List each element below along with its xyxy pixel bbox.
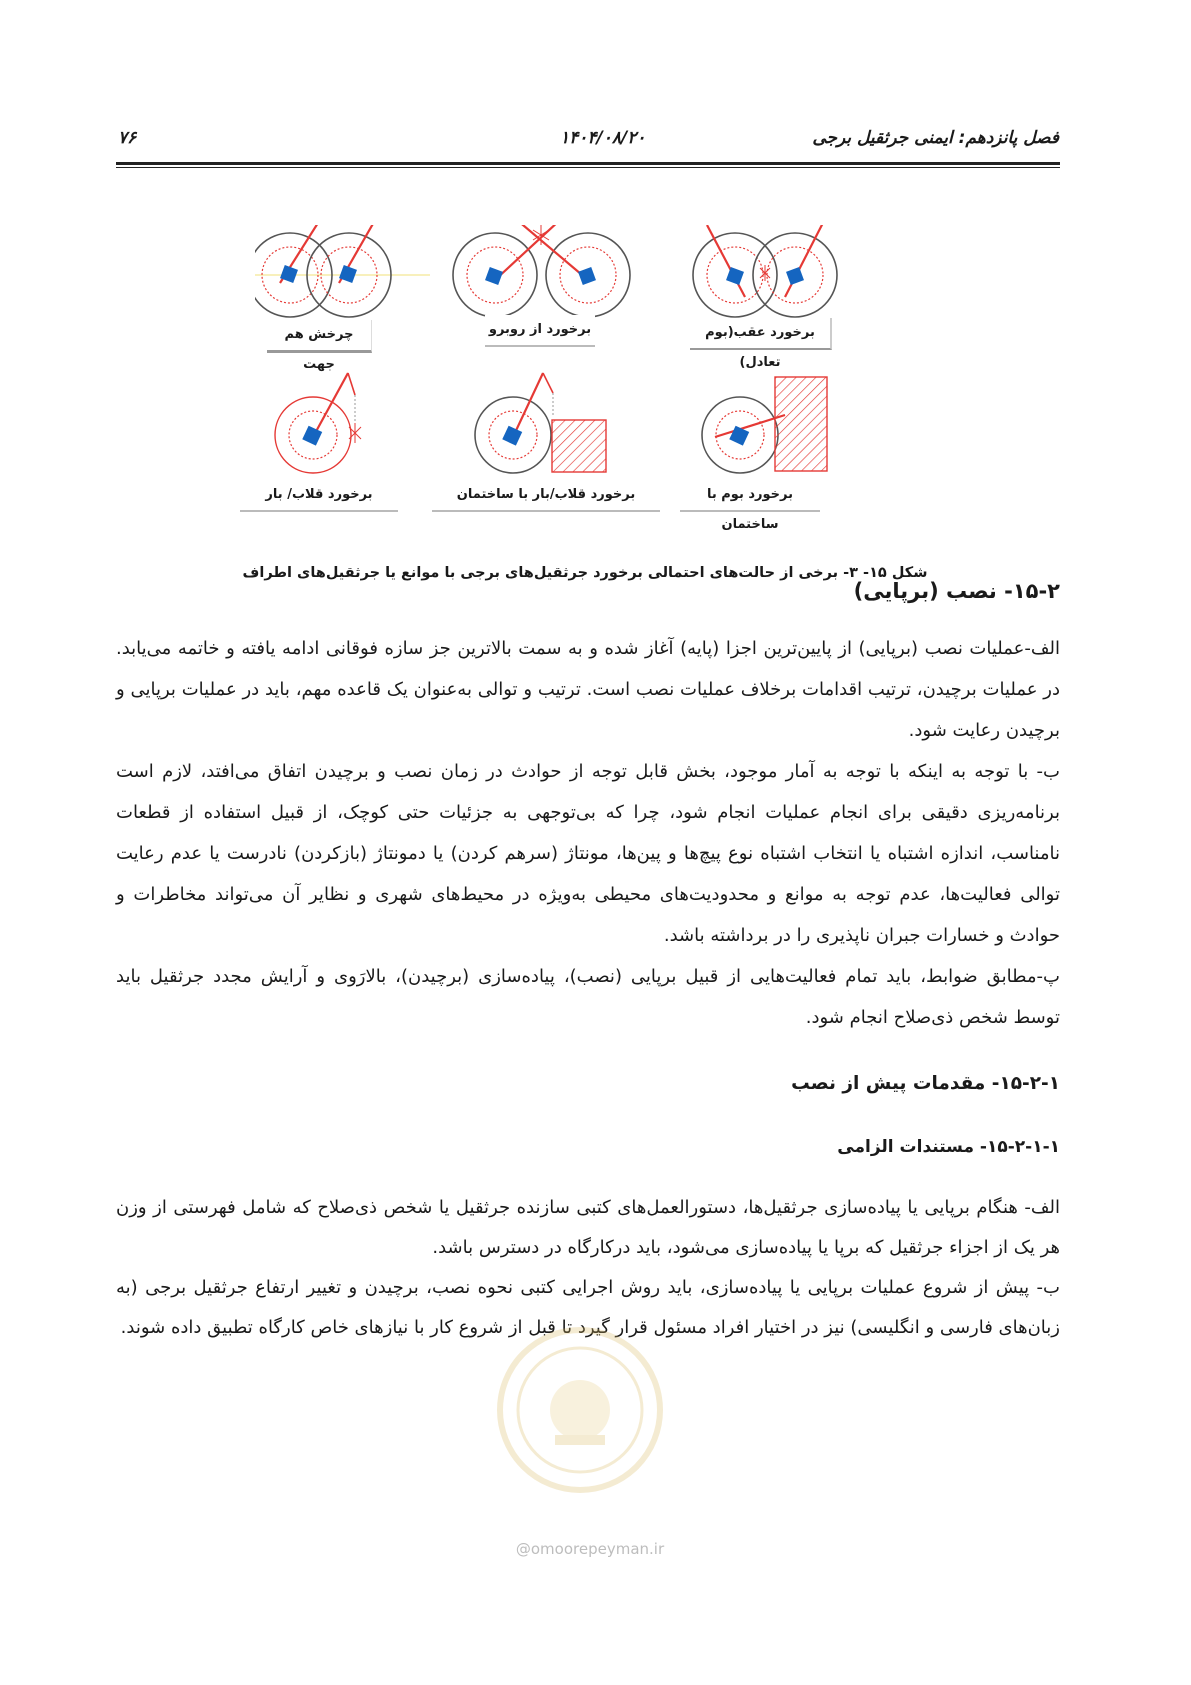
panel-hook-load <box>275 373 361 473</box>
panel-same-direction <box>255 225 430 317</box>
header-rule-thick <box>116 162 1060 165</box>
panel-counter-jib <box>693 225 837 317</box>
paragraph: الف-عملیات نصب (برپایی) از پایین‌ترین اجزا (پایه) آغاز شده و به سمت بالاترین جز سازه فوقانی ادامه یافته و خاتمه می‌یابد. در عملیات برچیدن، ترتیب اقدامات برخلاف عملیات نصب است. ترتیب و توالی به‌عنوان یک قاعده مهم، باید در عملیات برپایی و برچیدن رعایت شود. <box>116 638 1060 741</box>
paragraph: الف- هنگام برپایی یا پیاده‌سازی جرثقیل‌ها، دستورالعمل‌های کتبی سازنده جرثقیل یا شخص ذی‌صلاح که شامل فهرستی از وزن هر یک از اجزاء جرثقیل که برپا یا پیاده‌سازی می‌شود، باید درکارگاه در دسترس باشد. <box>116 1197 1060 1258</box>
section-title: ۱۵-۲- نصب (برپایی) <box>853 579 1060 603</box>
subsubsection-body <box>116 1188 1060 1348</box>
header-date: ۱۴۰۴/۰۸/۲۰ <box>560 128 646 148</box>
figure-caption: شکل ۱۵- ۳- برخی از حالت‌های احتمالی برخورد جرثقیل‌های برجی با موانع یا جرثقیل‌های اطراف <box>242 565 928 581</box>
label-same-direction: چرخش هم جهت <box>267 320 372 353</box>
paragraph: ب- پیش از شروع عملیات برپایی یا پیاده‌سازی، باید روش اجرایی کتبی نحوه نصب، برچیدن و تغییر ارتفاع جرثقیل برجی (به زبان‌های فارسی و انگلیسی) نیز در اختیار افراد مسئول قرار گیرد تا قبل از شروع کار با نیازهای خاص کارگاه تطبیق داده شوند. <box>116 1277 1060 1338</box>
label-head-on: برخورد از روبرو <box>485 315 595 347</box>
label-hook-load: برخورد قلاب/ بار <box>240 480 398 512</box>
label-hook-building: برخورد قلاب/بار با ساختمان <box>432 480 660 512</box>
subsubsection-title: ۱۵-۲-۱-۱- مستندات الزامی <box>837 1137 1060 1157</box>
page-number: ۷۶ <box>118 128 137 148</box>
subsection-heading <box>116 1063 1060 1104</box>
subsubsection-heading <box>116 1127 1060 1168</box>
panel-head-on <box>453 225 630 317</box>
label-counter-jib: برخورد عقب(بوم تعادل) <box>690 318 832 350</box>
watermark-url: @omoorepeyman.ir <box>515 1540 665 1558</box>
watermark-seal <box>495 1325 665 1495</box>
label-jib-building: برخورد بوم با ساختمان <box>680 480 820 512</box>
paragraph: ب- با توجه به اینکه با توجه به آمار موجود، بخش قابل توجه از حوادث در زمان نصب و برچیدن اتفاق می‌افتد، لازم است برنامه‌ریزی دقیقی برای انجام عملیات انجام شود، چرا که بی‌توجهی به جزئیات حتی کوچک، از قبیل استفاده از قطعات نامناسب، اندازه اشتباه یا انتخاب اشتباه نوع پیچ‌ها و پین‌ها، مونتاژ (سرهم کردن) یا دمونتاژ (بازکردن) نادرست یا عدم رعایت توالی فعالیت‌ها، عدم توجه به موانع و محدودیت‌های محیطی به‌ویژه در محیط‌های شهری و نظایر آن می‌تواند مخاطرات و حوادث و خسارات جبران ناپذیری را در برداشته باشد. <box>116 761 1060 946</box>
panel-jib-building <box>702 377 827 473</box>
panel-hook-building <box>475 373 606 473</box>
paragraph: پ-مطابق ضوابط، باید تمام فعالیت‌هایی از قبیل برپایی (نصب)، پیاده‌سازی (برچیدن)، بالارَوی و آرایش مجدد جرثقیل باید توسط شخص ذی‌صلاح انجام شود. <box>116 966 1060 1028</box>
subsection-title: ۱۵-۲-۱- مقدمات پیش از نصب <box>791 1073 1060 1094</box>
section-heading <box>116 574 1060 608</box>
chapter-title: فصل پانزدهم: ایمنی جرثقیل برجی <box>812 128 1059 148</box>
section-body <box>116 628 1060 1038</box>
header-rule-thin <box>116 167 1060 168</box>
